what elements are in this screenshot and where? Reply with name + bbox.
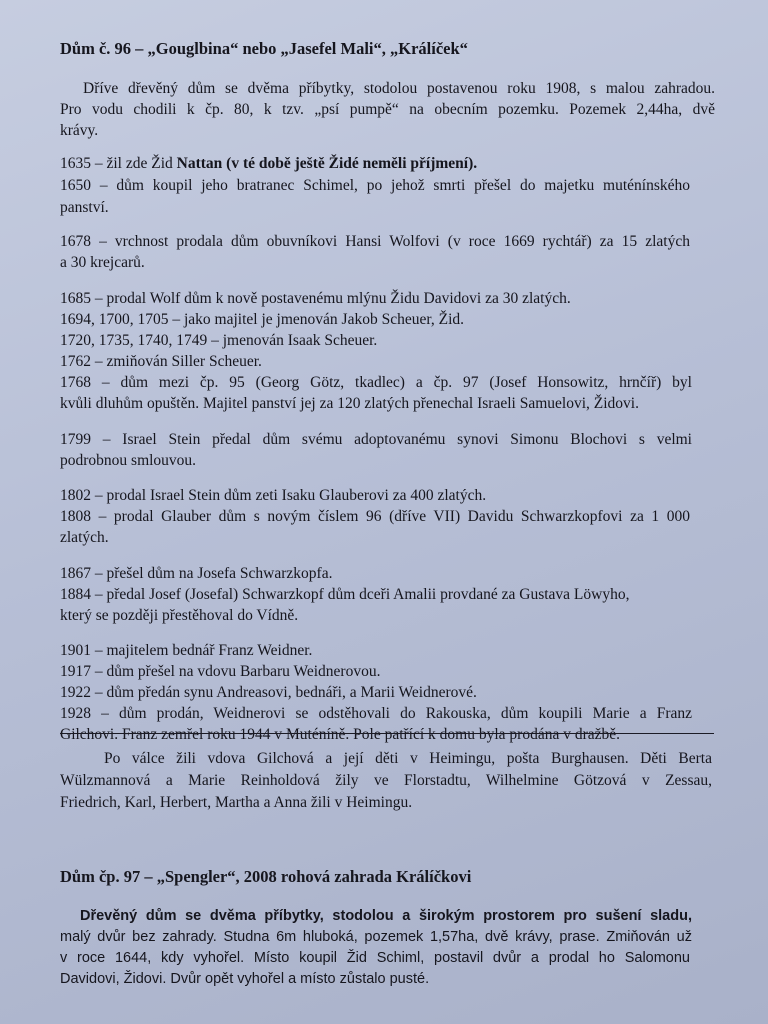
entry-1928-line-2: Gilchovi. Franz zemřel roku 1944 v Muténíně. Pole patřící k domu byla prodána v dražbě.: [60, 726, 620, 743]
section-97-lead: Dřevěný dům se dvěma příbytky, stodolou a širokým prostorem pro sušení sladu,: [80, 908, 692, 924]
after-war-line-2: Wülzmannová a Marie Reinholdová žily ve Florstadtu, Wilhelmine Götzová v Zessau,: [60, 772, 712, 789]
divider-rule: [60, 733, 714, 734]
entry-1901: 1901 – majitelem bednář Franz Weidner.: [60, 642, 313, 659]
entry-1635-bold: Nattan (v té době ještě Židé neměli příjmení).: [176, 155, 478, 172]
entry-1799-line-1: 1799 – Israel Stein předal dům svému adoptovanému synovi Simonu Blochovi s velmi: [60, 431, 692, 448]
section-97-line-1: malý dvůr bez zahrady. Studna 6m hluboká, pozemek 1,57ha, dvě krávy, prase. Zmiňován už: [60, 929, 692, 945]
entry-1694: 1694, 1700, 1705 – jako majitel je jmenován Jakob Scheuer, Žid.: [60, 311, 465, 328]
entry-1802: 1802 – prodal Israel Stein dům zeti Isaku Glauberovi za 400 zlatých.: [60, 487, 487, 504]
intro-line-2: Pro vodu chodili k čp. 80, k tzv. „psí pumpě“ na obecním pozemku. Pozemek 2,44ha, dvě: [60, 101, 715, 118]
entry-1922: 1922 – dům předán synu Andreasovi, bednáři, a Marii Weidnerové.: [60, 684, 477, 701]
entry-1720: 1720, 1735, 1740, 1749 – jmenován Isaak Scheuer.: [60, 332, 378, 349]
entry-1768-line-1: 1768 – dům mezi čp. 95 (Georg Götz, tkadlec) a čp. 97 (Josef Honsowitz, hrnčíř) byl: [60, 374, 692, 391]
entry-1808-line-2: zlatých.: [60, 529, 109, 546]
section-97-line-3: Davidovi, Židovi. Dvůr opět vyhořel a místo zůstalo pusté.: [60, 971, 430, 987]
entry-1917: 1917 – dům přešel na vdovu Barbaru Weidnerovou.: [60, 663, 381, 680]
entry-1685: 1685 – prodal Wolf dům k nově postavenému mlýnu Židu Davidovi za 30 zlatých.: [60, 290, 571, 307]
section-97-line-2: v roce 1644, kdy vyhořel. Místo koupil Žid Schiml, postavil dvůr a prodal ho Salomonu: [60, 950, 690, 966]
entry-1650-line-1: 1650 – dům koupil jeho bratranec Schimel, po jehož smrti přešel do majetku muténínského: [60, 177, 690, 194]
section-96-heading: Dům č. 96 – „Gouglbina“ nebo „Jasefel Mali“, „Králíček“: [60, 39, 468, 58]
after-war-line-3: Friedrich, Karl, Herbert, Martha a Anna žili v Heimingu.: [60, 794, 413, 811]
entry-1650-line-2: panství.: [60, 199, 109, 216]
entry-1768-line-2: kvůli dluhům opuštěn. Majitel panství jej za 120 zlatých přenechal Israeli Samuelovi, Židovi.: [60, 395, 639, 412]
entry-1762: 1762 – zmiňován Siller Scheuer.: [60, 353, 262, 370]
entry-1808-line-1: 1808 – prodal Glauber dům s novým číslem 96 (dříve VII) Davidu Schwarzkopfovi za 1 000: [60, 508, 690, 525]
entry-1884-line-1: 1884 – předal Josef (Josefal) Schwarzkopf dům dceři Amalii provdané za Gustava Löwyho,: [60, 586, 630, 603]
section-97-heading: Dům čp. 97 – „Spengler“, 2008 rohová zahrada Králíčkovi: [60, 867, 472, 886]
intro-line-3: krávy.: [60, 122, 99, 139]
entry-1928-line-1: 1928 – dům prodán, Weidnerovi se odstěhovali do Rakouska, dům koupili Marie a Franz: [60, 705, 692, 722]
entry-1635: [60, 153, 477, 175]
entry-1635-prefix: 1635 – žil zde Žid: [60, 155, 177, 172]
entry-1884-line-2: který se později přestěhoval do Vídně.: [60, 607, 299, 624]
entry-1799-line-2: podrobnou smlouvou.: [60, 452, 197, 469]
entry-1678-line-1: 1678 – vrchnost prodala dům obuvníkovi Hansi Wolfovi (v roce 1669 rychtář) za 15 zlatých: [60, 233, 690, 250]
entry-1867: 1867 – přešel dům na Josefa Schwarzkopfa.: [60, 565, 333, 582]
entry-1678-line-2: a 30 krejcarů.: [60, 254, 145, 271]
after-war-line-1: Po válce žili vdova Gilchová a její děti v Heimingu, pošta Burghausen. Děti Berta: [104, 750, 712, 767]
intro-line-1: Dříve dřevěný dům se dvěma příbytky, stodolou postavenou roku 1908, s malou zahradou.: [83, 80, 715, 97]
